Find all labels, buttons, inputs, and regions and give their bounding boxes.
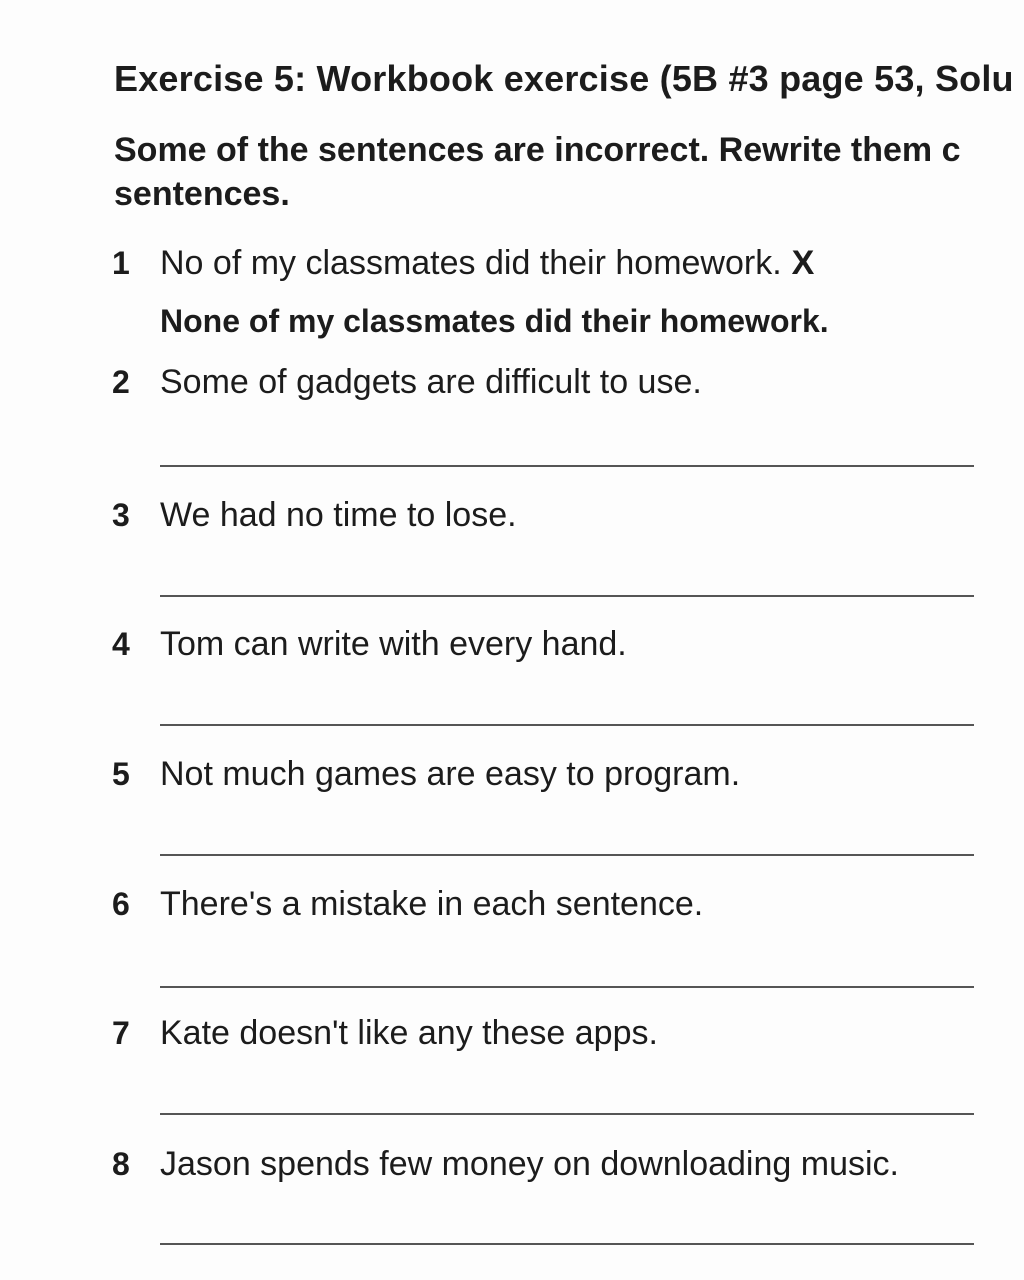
item-number: 2 <box>112 364 130 400</box>
instructions-line-2: sentences. <box>114 175 290 213</box>
item-sentence: Some of gadgets are difficult to use. <box>160 363 702 401</box>
item-sentence: Not much games are easy to program. <box>160 755 741 793</box>
item-number: 1 <box>112 245 130 281</box>
instructions-line-1: Some of the sentences are incorrect. Rewrite them c <box>114 131 961 169</box>
item-number: 7 <box>112 1015 130 1051</box>
item-number: 4 <box>112 626 130 662</box>
answer-line[interactable] <box>160 595 974 597</box>
exercise-instructions <box>114 128 1024 216</box>
exercise-title: Exercise 5: Workbook exercise (5B #3 page 53, Solu <box>114 58 1014 99</box>
item-number: 6 <box>112 886 130 922</box>
item-sentence: Jason spends few money on downloading music. <box>160 1145 899 1183</box>
incorrect-mark: X <box>791 244 815 282</box>
answer-line[interactable] <box>160 465 974 467</box>
item-sentence-text: No of my classmates did their homework. <box>160 244 782 282</box>
answer-line[interactable] <box>160 1243 974 1245</box>
answer-line[interactable] <box>160 986 974 988</box>
item-number: 3 <box>112 497 130 533</box>
item-sentence: Tom can write with every hand. <box>160 625 627 663</box>
item-sentence: There's a mistake in each sentence. <box>160 885 704 923</box>
item-sentence: Kate doesn't like any these apps. <box>160 1014 658 1052</box>
item-sentence <box>160 243 814 283</box>
example-answer: None of my classmates did their homework. <box>160 303 829 339</box>
answer-line[interactable] <box>160 1113 974 1115</box>
item-number: 8 <box>112 1146 130 1182</box>
item-sentence: We had no time to lose. <box>160 496 517 534</box>
answer-line[interactable] <box>160 724 974 726</box>
item-number: 5 <box>112 756 130 792</box>
answer-line[interactable] <box>160 854 974 856</box>
